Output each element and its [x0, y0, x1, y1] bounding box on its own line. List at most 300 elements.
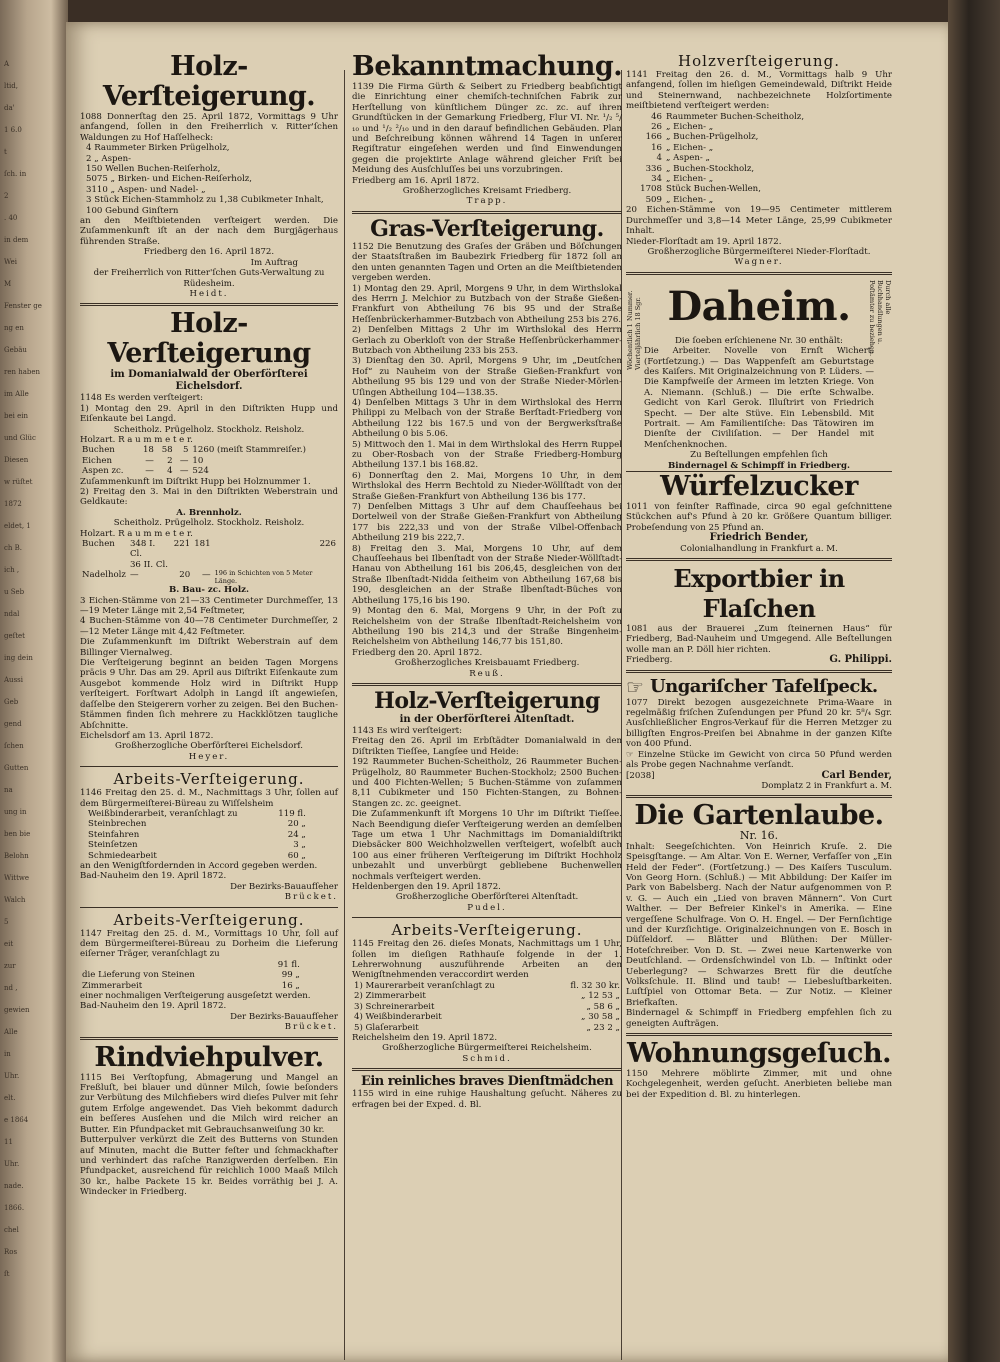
ad-footer [626, 655, 892, 665]
ad-signature: Der Bezirks-Bauaufſeher [230, 1011, 338, 1022]
list-item: 150 Wellen Buchen-Reiſerholz, [86, 164, 221, 175]
ad-date: Bad-Nauheim den 19. April 1872. [80, 1001, 227, 1012]
cell: 509 [645, 194, 662, 205]
ad-signature: Großherzogliche Oberförſterei Altenſtadt. [395, 892, 579, 903]
cell: — [129, 570, 139, 581]
ad-text: 1011 von feinſter Raffinade, circa 90 egal geſchnittene Stückchen auf's Pfund à 20 kr. Größere Quantum billiger. Probeſendung von 25 Pfund an. [626, 502, 892, 533]
cell: 181 [194, 539, 211, 549]
table-row [86, 840, 308, 850]
column-2 [352, 52, 622, 1110]
list-item: 2) Denſelben Mittags 2 Uhr im Wirthslokal des Herrn Gerlach zu Oberkloſt von der Straße Heſſenbrückerhammer-Butzbach von Abtheilung 233 bis 253. [352, 325, 622, 356]
left-page-fragment: elt. [4, 1094, 16, 1102]
left-page-fragment: 2 [4, 192, 9, 200]
table-heading: Scheitholz. Prügelholz. Stockholz. Reisholz. [113, 518, 305, 529]
left-page-fragment: Geb [4, 698, 19, 706]
cell: 2) Zimmerarbeit [354, 991, 426, 1002]
daheim-side-note-left: Wöchentlich 1 Nummer. Vierteljährlich 18 Sgr. [626, 290, 642, 370]
ad-bekanntmachung [352, 52, 622, 207]
table-heading: Scheitholz. Prügelholz. Stockholz. Reisholz. [113, 424, 305, 435]
table-row [80, 539, 338, 560]
cell: „ Eichen- „ [666, 174, 714, 185]
ad-signature: Pudel. [467, 902, 507, 913]
cell: 1260 (meiſt Stammreiſer.) [192, 445, 306, 456]
left-page-fragment: geſtet [4, 632, 25, 640]
wood-table-1 [80, 445, 338, 476]
ad-firm-address: Colonialhandlung in Frankfurt a. M. [680, 543, 838, 554]
table-row [352, 1023, 622, 1033]
list-item: 3 Stück Eichen-Stammholz zu 1,38 Cubikmeter Inhalt, [86, 195, 324, 206]
list-item: 7) Denſelben Mittags 3 Uhr auf dem Chauſſeehaus bei Dortelweil von der Straße Gießen-Frankfurt von Abtheilung 177 bis 222,33 und von der Straße Vilbel-Offenbach Abtheilung 219 bis 222,7. [352, 502, 622, 544]
left-page-fragment: M [4, 280, 12, 288]
left-page-fragment: eit [4, 940, 14, 948]
table-row [626, 164, 871, 174]
left-page-fragment: und Glüc [4, 434, 36, 442]
cell: 60 „ [287, 850, 306, 861]
ad-firm: Friedrich Bender, [709, 532, 809, 544]
ad-text: an den Wenigſtfordernden in Accord gegeben werden. [80, 860, 318, 871]
ad-signature: Der Bezirks-Bauaufſeher [230, 881, 338, 892]
left-page-fragment: ſchen [4, 742, 24, 750]
cell: — [179, 455, 189, 466]
ad-holzversteigerung-4 [626, 52, 892, 268]
ad-arbeits-versteigerung-2 [80, 911, 338, 1033]
table-unit: Holzart. R a u m m e t e r. [80, 434, 193, 445]
left-page-fragment: in dem [4, 236, 29, 244]
cell: 91 fl. [277, 959, 300, 970]
ad-heading-row [626, 676, 892, 698]
cell [80, 560, 128, 570]
cell: „ Eichen- „ [666, 142, 714, 153]
book-binding-edge [948, 0, 1000, 1362]
ad-text [626, 750, 892, 771]
ad-date: Friedberg den 16. April 1872. [143, 247, 275, 258]
left-page-fragment: Alle [4, 1028, 18, 1036]
ad-exportbier [626, 564, 892, 666]
table-row [626, 153, 871, 163]
left-page-fragment: Gebäu [4, 346, 27, 354]
separator [80, 303, 338, 306]
table-row [86, 830, 308, 840]
separator [626, 795, 892, 798]
list-item: 1) Montag den 29. April, Morgens 9 Uhr, in dem Wirthslokal des Herrn J. Melchior zu Butzbach von der Straße Gießen-Frankfurt von Abtheilung 76 bis 95 und der Straße Heſſenbrückerhammer-Butzbach von Abtheilung 253 bis 276. [352, 283, 622, 325]
list-item: 2 „ Aspen- [86, 153, 132, 164]
cell: Eichen [82, 455, 112, 466]
ad-signature: Großherzogliche Bürgermeiſterei Reichelsheim. [382, 1043, 592, 1054]
section-heading: B. Bau- zc. Holz. [169, 585, 249, 596]
ad-text: 1081 aus der Brauerei „Zum ſteinernen Haus“ für Friedberg, Bad-Nauheim und Umgegend. Alle Beſtellungen wolle man an P. Döll hier richten. [626, 624, 892, 655]
left-page-fragment: 5 [4, 918, 9, 926]
cell: Weißbinderarbeit, veranſchlagt zu [88, 808, 238, 819]
ad-signature: Großherzogliche Oberförſterei Eichelsdorf. [114, 741, 304, 752]
left-page-fragment: bei ein [4, 412, 28, 420]
table-row [352, 991, 622, 1001]
ad-title: Holz-Verſteigerung [374, 687, 600, 714]
separator [80, 1037, 338, 1040]
table-row [626, 195, 871, 205]
ad-title: Würfelzucker [660, 471, 858, 502]
cell: 3 „ [293, 840, 306, 851]
ad-date: Nieder-Florſtadt am 19. April 1872. [626, 236, 782, 247]
ad-footer [626, 771, 892, 792]
cell: „ Aspen- „ [666, 153, 711, 164]
ad-subtitle: in der Oberförſterei Altenſtadt. [399, 713, 575, 725]
issue-number: Nr. 16. [739, 829, 779, 843]
table-row [80, 570, 338, 585]
ad-text: 20 Eichen-Stämme von 19—95 Centimeter mittlerem Durchmeſſer und 3,8—14 Meter Länge, 25,99 Cubikmeter Inhalt. [626, 205, 892, 237]
ad-intro: 1152 Die Benutzung des Graſes der Gräben und Böſchungen der Staatsſtraßen im Baubezirk Friedberg für 1872 ſoll an den unten genannten Tagen und Orten an die Meiſtbietenden vergeben werden. [352, 241, 622, 284]
list-item: 4) Denſelben Mittags 3 Uhr in dem Wirthslokal des Herrn Philippi zu Melbach von der Straße Berſtadt-Friedberg von Abtheilung 122 bis 167.5 und von der Bergwerksſtraße Abtheilung 0 bis 5.06. [352, 397, 622, 440]
table-row [86, 819, 308, 829]
list-item: 8) Freitag den 3. Mai, Morgens 10 Uhr, auf dem Chauſſeehaus bei Ilbenſtadt von der Straße Nieder-Wöllſtadt-Hanau von Abtheilung 161 bis 206,45, desgleichen von der Straße Ilbenſtadt-Nidda ſeitheim von Abtheilung 167,68 bis 190, desgleichen an der Straße Ilbenſtadt-Büches von Abtheilung 175,16 bis 190. [352, 543, 622, 606]
ad-firm-block [761, 771, 892, 792]
separator [352, 211, 622, 214]
left-page-fragment: da' [4, 104, 15, 112]
ad-text: Butterpulver verkürzt die Zeit des Butterns von Stunden auf Minuten, macht die Butter feſter und ſchmackhafter und verhindert das raſche Ranzigwerden derſelben. Ein Pfundpacket, ausreichend für reichlich 1000 Maaß Milch 30 kr., halbe Packete 15 kr. Beides vorräthig bei J. A. Windecker in Friedberg. [80, 1135, 338, 1198]
cell: — [179, 466, 189, 477]
cell: — [145, 455, 154, 466]
ad-intro: 1146 Freitag den 25. d. M., Nachmittags 3 Uhr, ſollen auf dem Bürgermeiſterei-Büreau zu Wiſſelsheim [80, 788, 338, 809]
ad-wohnungsgesuch [626, 1039, 892, 1100]
left-page-fragment: ung in [4, 808, 27, 816]
list-item: 5075 „ Birken- und Eichen-Reiſerholz, [86, 174, 253, 185]
cell: 4 [656, 153, 662, 164]
cell: 4) Weißbinderarbeit [354, 1012, 442, 1023]
cell: Nadelholz [82, 570, 126, 581]
ad-holz-versteigerung-2 [80, 309, 338, 762]
ad-text: einer nochmaligen Verſteigerung ausgeſetzt werden. [80, 991, 311, 1002]
ad-signature: Wagner. [734, 257, 784, 268]
cell: 524 [192, 466, 209, 477]
ad-gras-versteigerung [352, 217, 622, 679]
cell: — [145, 466, 154, 477]
ad-signature: Großherzogliches Kreisbauamt Friedberg. [394, 658, 580, 669]
table-row [626, 174, 871, 184]
ad-signature: der Freiherrlich von Ritter'ſchen Guts-Verwaltung zu Rüdesheim. [93, 268, 325, 289]
cell: 166 [645, 132, 662, 143]
cell: Raummeter Buchen-Scheitholz, [666, 111, 805, 122]
ad-title: Holz-Verſteigerung [107, 308, 311, 370]
cell [80, 960, 261, 970]
ad-text: an den Meiſtbietenden verſteigert werden. Die Zuſammenkunft iſt an der nach dem Burgjägerhaus führenden Straße. [80, 216, 338, 247]
cell: 20 „ [287, 819, 306, 830]
ad-title: Exportbier in Flaſchen [673, 564, 845, 624]
left-page-fragment: ſch. in [4, 170, 27, 178]
cell: 99 „ [281, 970, 300, 981]
ad-arbeits-versteigerung-1 [80, 770, 338, 902]
ad-intro: 1141 Freitag den 26. d. M., Vormittags halb 9 Uhr anfangend, ſollen im hieſigen Gemeindewald, Diſtrikt Heide und Steinernwand, nachbezeichnete Holzſortimente meiſtbietend verſteigert werden: [626, 70, 892, 112]
ad-date: Eichelsdorf am 13. April 1872. [80, 730, 214, 741]
ad-signature: Großherzogliches Kreisamt Friedberg. [402, 186, 572, 197]
cell: Steinſetzen [88, 840, 138, 851]
list-item: 5) Mittwoch den 1. Mai in dem Wirthslokal des Herrn Ruppel zu Ober-Rosbach von der Straße Friedberg-Homburg Abtheilung 137.1 bis 168.82. [352, 439, 622, 471]
table-row [626, 122, 871, 132]
left-page-fragment: u Seb [4, 588, 25, 596]
ad-title: Rindviehpulver. [94, 1041, 324, 1073]
cell: 18 [142, 445, 154, 456]
ad-date: Reichelsheim den 19. April 1872. [352, 1032, 498, 1043]
cell: „ Buchen-Stockholz, [666, 163, 755, 174]
ad-date: Bad-Nauheim den 19. April 1872. [80, 871, 227, 882]
ad-gartenlaube [626, 801, 892, 1029]
ad-tafelspeck [626, 676, 892, 792]
ad-firm: Bindernagel & Schimpff in Friedberg. [668, 460, 850, 471]
ad-text: Die Arbeiter. Novelle von Ernſt Wichert. (Fortſetzung.) — Das Wappenfeſt am Geburtstage des Kaiſers. Mit Originalzeichnung von P. Lüders. — Die Kampfweiſe der Armeen im letzten Kriege. Von A. Niemann. (Schluß.) — Die erſte Schwalbe. Gedicht von Karl Gerok. Illuſtrirt von Friedrich Specht. — Der alte Stüve. Ein Lebensbild. Mit Portrait. — Am Familientiſche: Das Tätowiren im Dienſte der Civiliſation. — Der Handel mit Menſchenknochen. [644, 346, 874, 450]
ad-firm: G. Philippi. [829, 654, 892, 666]
column-3 [626, 52, 892, 1100]
ad-signature: Schmid. [462, 1053, 512, 1064]
cell: 58 [161, 445, 173, 456]
table-row [626, 112, 871, 122]
table-row [352, 1002, 622, 1012]
separator [80, 766, 338, 767]
cell: „ Eichen- „ [666, 122, 714, 133]
ad-title: Gras-Verſteigerung. [370, 215, 604, 242]
left-page-fragment: ch B. [4, 544, 23, 552]
ad-title: Die Gartenlaube. [634, 800, 884, 832]
pointing-hand-icon: ☞ [626, 749, 634, 760]
cell: 16 „ [281, 980, 300, 991]
ad-signature: Im Auftrag [250, 257, 298, 268]
ad-text: 1115 Bei Verſtopfung, Abmagerung und Mangel an Freßluſt, bei blauer und dünner Milch, ſowie beſonders zur Verbütung des Milchfiebers wird dieſes Pulver mit ſehr gutem Erfolge angewendet. Das Vieh bekommt dadurch ein beſſeres Ausſehen und die Milch wird reicher an Butter. Ein Pfundpacket mit Gebrauchsanweiſung 30 kr. [80, 1072, 338, 1135]
ad-title: Ungariſcher Tafelſpeck. [649, 675, 878, 697]
left-page-fragment: Belohn [4, 852, 29, 860]
ad-title: Arbeits-Verſteigerung. [113, 770, 305, 789]
cell: Steinbrechen [88, 819, 147, 830]
ad-paragraph: Zuſammenkunft im Diſtrikt Hupp bei Holznummer 1. [80, 476, 311, 487]
table-row [80, 970, 302, 980]
ad-dienstmaedchen [352, 1074, 622, 1110]
left-page-fragment: na [4, 786, 13, 794]
left-page-fragment: ndal [4, 610, 20, 618]
work-table [352, 981, 622, 1033]
ad-intro: 1088 Donnerſtag den 25. April 1872, Vormittags 9 Uhr anfangend, ſollen in den Freiherrlich v. Ritter'ſchen Waldungen zu Hof Haſſelheck: [80, 112, 338, 143]
cell: 5 [182, 445, 189, 456]
ad-signature: Reuß. [469, 668, 505, 679]
cell: Zimmerarbeit [82, 980, 143, 991]
ad-date: Friedberg am 16. April 1872. [352, 175, 480, 186]
left-page-fragment: ben bie [4, 830, 31, 838]
list-item: 4 Raummeter Birken Prügelholz, [86, 143, 230, 154]
ad-intro: 1147 Freitag den 25. d. M., Vormittags 10 Uhr, ſoll auf dem Bürgermeiſterei-Büreau zu Dorheim die Lieferung eiſerner Träger, veranſchlagt zu [80, 928, 338, 960]
table-row [626, 143, 871, 153]
table-unit: Holzart. R a u m m e t e r. [80, 528, 193, 539]
ad-intro: 1145 Freitag den 26. dieſes Monats, Nachmittags um 1 Uhr, ſollen im dieſigen Rathhauſe folgende in der 1. Lehrerwohnung auszuführende Arbeiten an den Wenigſtnehmenden veraccordirt werden [352, 939, 622, 981]
cell: 26 [651, 122, 662, 133]
cell: „ 30 58 „ [581, 1012, 620, 1023]
left-page-fragment: Wittwe [4, 874, 30, 882]
cell: „ 12 53 „ [581, 991, 620, 1002]
ad-title: Holz-Verſteigerung. [102, 51, 316, 112]
left-page-fragment: 11 [4, 1138, 13, 1146]
separator [352, 917, 622, 918]
left-page-fragment: Walch [4, 896, 26, 904]
ad-firm: Bindernagel & Schimpff in Friedberg empfehlen ſich zu geneigten Aufträgen. [626, 1008, 892, 1029]
separator [626, 670, 892, 673]
ad-title: Ein reinliches braves Dienſtmädchen [360, 1074, 614, 1090]
cell: 119 fl. [278, 808, 306, 819]
ad-order-note: Zu Beſtellungen empfehlen ſich [690, 450, 828, 461]
separator [626, 272, 892, 275]
cell: Buchen [82, 445, 115, 456]
item-list [80, 143, 338, 216]
left-page-fragment: ng en [4, 324, 24, 332]
cell: die Lieferung von Steinen [82, 970, 195, 981]
ad-rindviehpulver [80, 1043, 338, 1198]
table-row [80, 981, 302, 991]
ad-signature: Trapp. [466, 196, 508, 207]
wood-table-3 [626, 112, 871, 206]
ad-paragraph: Die Zuſammenkunft im Diſtrikt Weberstrain auf dem Billinger Viernalweg. [80, 637, 338, 658]
ad-code: [2038] [626, 770, 655, 781]
ad-firm-address: Domplatz 2 in Frankfurt a. M. [761, 780, 892, 791]
ad-signature: Heyer. [188, 751, 230, 762]
cell: 2 [167, 455, 173, 466]
left-page-fragment: nd , [4, 984, 18, 992]
ad-text: 1150 Mehrere möblirte Zimmer, mit und ohne Kochgelegenheit, werden geſucht. Anerbieten beliebe man bei der Expedition d. Bl. zu hinterlegen. [626, 1069, 892, 1100]
table-row [86, 851, 308, 861]
cell: 221 [173, 539, 191, 549]
cell: „ 23 2 „ [586, 1022, 620, 1033]
left-page-fragment: in [4, 1050, 11, 1058]
ad-text: Die Zuſammenkunft iſt Morgens 10 Uhr im Diſtrikt Tieſſee. Nach Beendigung dieſer Verſteigerung werden an demſelben Tage um etwa 1 Uhr Nachmittags im Domanialdiſtrikt Diebsäcker 800 Weichholzwellen verſteigert, woſelbſt auch 100 aus einer früheren Verſteigerung im Diſtrikt Hochholz unbezahlt und unverbürgt gebliebene Buchenwellen nochmals verſteigert werden. [352, 809, 622, 882]
wood-table-2 [80, 539, 338, 585]
list-item: 3110 „ Aspen- und Nadel- „ [86, 184, 206, 195]
ad-signature: Brücket. [284, 1022, 338, 1033]
left-page-fragment: Fenster ge [4, 302, 42, 310]
left-page-fragment: ſt [4, 1270, 10, 1278]
left-page-fragment: t [4, 148, 7, 156]
section-heading: A. Brennholz. [176, 507, 242, 518]
left-page-fragment: gend [4, 720, 22, 728]
left-page-fragment: Uhr. [4, 1072, 20, 1080]
separator [352, 683, 622, 686]
ad-title: Arbeits-Verſteigerung. [391, 921, 583, 940]
ad-paragraph: 4 Buchen-Stämme von 40—78 Centimeter Durchmeſſer, 2—12 Meter Länge mit 4,42 Feſtmeter. [80, 616, 338, 637]
daheim-side-note-right: Durch alle Buchhandlungen u. Poſtämter zu beziehen. [868, 279, 892, 356]
left-page-fragment: zur [4, 962, 16, 970]
cell: Schmiedearbeit [88, 850, 157, 861]
ad-text: 1139 Die Firma Gürth & Seibert zu Friedberg beabſichtigt die Einrichtung einer chemiſch-techniſchen Fabrik zur Herſtellung von künſtlichem Dünger zc. zc. auf ihren Grundſtücken in der Gemarkung Friedberg, Flur VI. Nr. ¹/₂ ⁵/₁₀ und ¹/₂ ²/₁₀ und in den darauf befindlichen Gebäuden. Plan und Beſchreibung können während 14 Tagen in unſerer Regiſtratur eingeſehen werden und ſind Einwendungen gegen die projektirte Anlage während gleicher Friſt bei Meidung des Ausſchluſſes bei uns vorzubringen. [352, 82, 622, 176]
table-row [352, 1012, 622, 1022]
list-item: 6) Donnerſtag den 2. Mai, Morgens 10 Uhr, in dem Wirthslokal des Herrn Bechtold zu Nieder-Wöllſtadt von der Straße Gießen-Frankfurt von Abtheilung 136 bis 177. [352, 470, 622, 502]
list-item: 9) Montag den 6. Mai, Morgens 9 Uhr, in der Poſt zu Reichelsheim von der Straße Ilbenſtadt-Reichelsheim von Abtheilung 190 bis 214,3 und der Straße Bingenheim-Reichelsheim von Abtheilung 146,77 bis 151,80. [352, 606, 622, 648]
table-row [80, 456, 338, 466]
ad-title: Wohnungsgeſuch. [626, 1038, 891, 1070]
ad-wuerfelzucker [626, 472, 892, 554]
cell: 336 [645, 163, 662, 174]
left-page-fragment: im Alle [4, 390, 29, 398]
left-page-fragment: ltid, [4, 82, 18, 90]
table-row [352, 981, 622, 991]
ad-intro: 1148 Es werden verſteigert: [80, 393, 203, 404]
column-1 [80, 52, 338, 1198]
table-row [80, 466, 338, 476]
cell: 4 [167, 466, 173, 477]
separator [352, 1068, 622, 1071]
ad-intro: Die ſoeben erſchienene Nr. 30 enthält: [675, 335, 843, 346]
cell: 20 [179, 570, 191, 581]
left-page-fragment: . 40 [4, 214, 18, 222]
ad-date: Friedberg den 20. April 1872. [352, 647, 483, 658]
ad-text-2: Einzelne Stücke im Gewicht von circa 50 Pfund werden als Probe gegen Nachnahme verſandt. [626, 749, 892, 771]
cell: 3) Schreinerarbeit [354, 1001, 435, 1012]
cell: 348 I. Cl. [129, 539, 156, 560]
left-page-fragment: Diesen [4, 456, 29, 464]
pointing-hand-icon: ☞ [626, 674, 644, 699]
separator [626, 558, 892, 561]
table-row [86, 809, 308, 819]
ad-text: Inhalt: Seegeſchichten. Von Heinrich Kruſe. 2. Die Speisgſtange. — Am Altar. Von E. Werner, Verfaſſer von „Ein Held der Feder“. (Fortſetzung.) — Des Kaiſers Tusculum. Von Georg Horn. (Schluß.) — Mit Abbildung: Der Kaiſer im Park von Babelsberg. Nach der Natur aufgenommen von P. v. G. — Auch ein „Lied von braven Männern“. Von Curt Walther. — Der Befreier Kinkel's in Amerika. — Eine vergeſſene Schulfrage. Von O. H. Engel. — Der Fernſichtige und der Kurzſichtige. Originalzeichnungen von E. Bosch in Düſſeldorf. — Blätter und Blüthen: Der Müller-Hoteſchreiber. Von D. St. — Zwei neue Kartenwerke von Deutſchland. — Ordensſchwindel von Lb. — Inſtinkt oder Ueberlegung? — Schwarzes Brett für die deutſche Volksſchule. II. Blind und taub! — Liebesluſtbarkeiten. Luſtſpiel von Ottomar Beta. — Zur Notiz. — Kleiner Briefkaſten. [626, 841, 892, 1008]
ad-paragraph: 1) Montag den 29. April in den Diſtrikten Hupp und Eiſenkaute bei Langd. [80, 403, 338, 425]
ad-text: Die Verſteigerung beginnt an beiden Tagen Morgens präcis 9 Uhr. Das am 29. April aus Diſtrikt Eiſenkaute zum Ausgebot kommende Holz wird in Diſtrikt Hupp verſteigert. Forſtwart Adolph in Langd iſt angewieſen, daſſelbe den Steigerern vorher zu zeigen. Bei den Buchen-Stämmen finden ſich mehrere zu Hackklötzen taugliche Abſchnitte. [80, 658, 338, 731]
cell [192, 560, 212, 570]
ad-daheim [626, 278, 892, 472]
cell [172, 560, 192, 570]
ad-text: 192 Raummeter Buchen-Scheitholz, 26 Raummeter Buchen-Prügelholz, 80 Raummeter Buchen-Stockholz; 2500 Buchen- und 400 Fichten-Wellen; 5 Buchen-Stämme von zuſammen 8,11 Cubikmeter und 150 Fichten-Stangen, zu Bohnen-Stangen zc. zc. geeignet. [352, 757, 622, 809]
list-item: 3) Dienſtag den 30. April, Morgens 9 Uhr, im „Deutſchen Hof“ zu Nauheim von der Straße Gießen-Frankfurt von Abtheilung 95 bis 129 und von der Straße Nieder-Mörlen-Uſingen Abtheilung 104—138.35. [352, 356, 622, 398]
work-table [86, 809, 308, 861]
cell: Buchen [82, 539, 115, 549]
ad-date: Heldenbergen den 19. April 1872. [352, 882, 501, 893]
cell: 24 „ [287, 829, 306, 840]
separator [80, 907, 338, 908]
left-page-fragment: nade. [4, 1182, 24, 1190]
cell: 196 in Schichten von 5 Meter Länge. [214, 569, 313, 585]
ad-title: Daheim. [667, 282, 851, 330]
cell: 1708 [640, 184, 662, 195]
left-page-fragment: ich , [4, 566, 20, 574]
cell: fl. 32 30 kr. [570, 980, 620, 991]
left-page-fragment: eldet, 1 [4, 522, 31, 530]
separator [626, 1033, 892, 1036]
cell: 46 [651, 111, 662, 122]
left-page-fragment: chel [4, 1226, 19, 1234]
cell: 226 [319, 539, 336, 549]
cell: Stück Buchen-Wellen, [666, 184, 761, 195]
cell: „ Eichen- „ [666, 194, 714, 205]
ad-title: Bekanntmachung. [352, 51, 623, 82]
column-rule [344, 70, 345, 1360]
ad-text: 1155 wird in eine ruhige Haushaltung geſucht. Näheres zu erfragen bei der Exped. d. Bl. [352, 1089, 622, 1110]
cell: „ Buchen-Prügelholz, [666, 132, 759, 143]
left-page-fragment: ren haben [4, 368, 41, 376]
ad-arbeits-versteigerung-3 [352, 921, 622, 1064]
table-row [80, 445, 338, 455]
ad-signature: Großherzogliche Bürgermeiſterei Nieder-Florſtadt. [647, 246, 871, 257]
cell: 5) Glaſerarbeit [354, 1022, 419, 1033]
cell: 10 [192, 455, 204, 466]
left-page-fragment: gewien [4, 1006, 30, 1014]
ad-title: Holzverſteigerung. [678, 52, 840, 70]
ad-title: Arbeits-Verſteigerung. [113, 910, 305, 929]
left-page-fragment: Aussi [4, 676, 23, 684]
cell: 36 II. Cl. [129, 559, 168, 570]
ad-signature: Brücket. [284, 892, 338, 903]
left-page-fragment: 1 6.0 [4, 126, 22, 134]
ad-paragraph: 2) Freitag den 3. Mai in den Diſtrikten Weberstrain und Geldkaute: [80, 486, 338, 508]
ad-subtitle: im Domanialwald der Oberförſterei Eichelsdorf. [110, 369, 308, 393]
left-page-fragment: Uhr. [4, 1160, 20, 1168]
cell: 34 [651, 174, 662, 185]
cell: Steinfahren [88, 829, 140, 840]
cell: — [202, 570, 211, 581]
left-page-fragment: e 1864 [4, 1116, 29, 1124]
left-page-fragment: Gutten [4, 764, 29, 772]
left-page-fragment: Ä [4, 60, 10, 68]
cell: Aspen zc. [82, 466, 124, 477]
ad-firm: Carl Bender, [821, 769, 892, 781]
left-page-fragment: ing dein [4, 654, 33, 662]
